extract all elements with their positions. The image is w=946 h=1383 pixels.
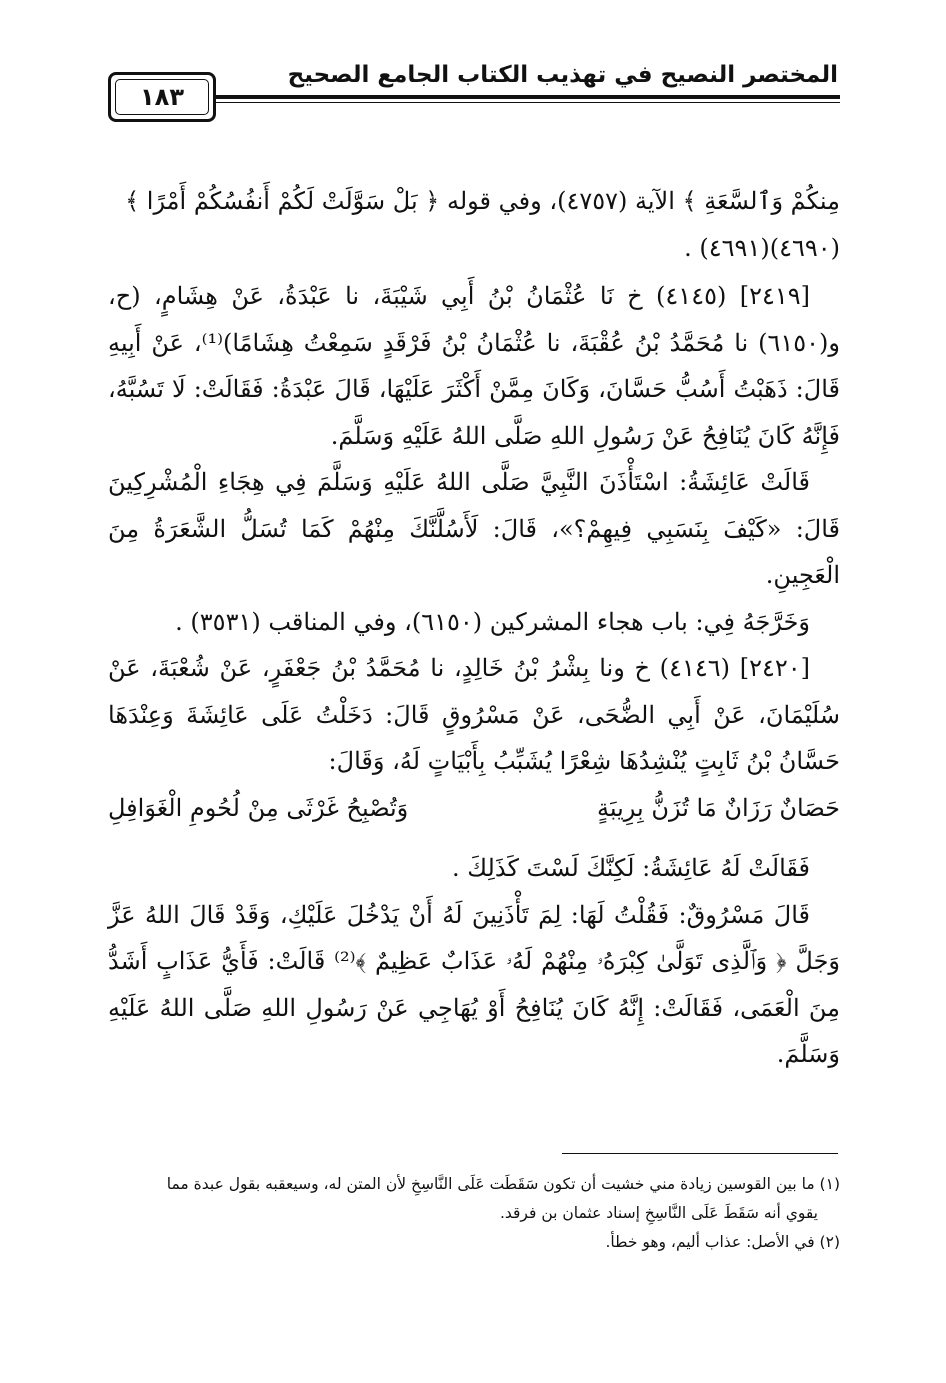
masruq-paragraph: قَالَ مَسْرُوقٌ: فَقُلْتُ لَهَا: لِمَ تَأْذَنِينَ لَهُ أَنْ يَدْخُلَ عَلَيْكِ، وَقَدْ قَالَ اللهُ عَزَّ وَجَلَّ ﴿ وَٱلَّذِى تَوَلَّىٰ كِبْرَهُۥ مِنْهُمْ لَهُۥ عَذَابٌ عَظِيمٌ ﴾⁽²⁾ قَالَتْ: فَأَيُّ عَذَابٍ أَشَدُّ مِنَ الْعَمَى، فَقَالَتْ: إِنَّهُ كَانَ يُنَافِحُ أَوْ يُهَاجِي عَنْ رَسُولِ اللهِ صَلَّى اللهُ عَلَيْهِ وَسَلَّمَ. xyxy=(108,900,841,1068)
poem-second-hemistich: وَتُصْبِحُ غَرْثَى مِنْ لُحُومِ الْغَوَافِلِ xyxy=(108,793,409,822)
hadith-2420: [٢٤٢٠] (٤١٤٦) خ ونا بِشْرُ بْنُ خَالِدٍ، نا مُحَمَّدُ بْنُ جَعْفَرٍ، عَنْ شُعْبَةَ، عَنْ سُلَيْمَانَ، عَنْ أَبِي الضُّحَى، عَنْ مَسْرُوقٍ قَالَ: دَخَلْتُ عَلَى عَائِشَةَ وَعِنْدَهَا حَسَّانُ بْنُ ثَابِتٍ يُنْشِدُهَا شِعْرًا يُشَبِّبُ بِأَبْيَاتٍ لَهُ، وَقَالَ: xyxy=(108,654,840,775)
verse-reference-numbers: (٤٦٩٠)(٤٦٩١) . xyxy=(684,233,840,262)
verse-reference-line: مِنكُمْ وَٱلسَّعَةِ ﴾ الآية (٤٧٥٧)، وفي قوله ﴿ بَلْ سَوَّلَتْ لَكُمْ أَنفُسُكُمْ أَمْرًا ﴾ xyxy=(125,187,840,215)
footnote-2: (٢) في الأصل: عذاب أليم، وهو خطأ. xyxy=(605,1233,840,1251)
kharraja-paragraph: وَخَرَّجَهُ فِي: باب هجاء المشركين (٦١٥٠)، وفي المناقب (٣٥٣١) . xyxy=(175,607,810,636)
running-header-title: المختصر النصيح في تهذيب الكتاب الجامع الصحيح xyxy=(287,62,838,88)
footnotes xyxy=(108,1170,840,1257)
aisha-reply: فَقَالَتْ لَهُ عَائِشَةُ: لَكِنَّكَ لَسْتَ كَذَلِكَ . xyxy=(452,854,810,882)
poem-first-hemistich: حَصَانٌ رَزَانٌ مَا تُزَنُّ بِرِيبَةٍ xyxy=(597,793,840,822)
main-text xyxy=(108,178,840,1078)
hadith-2419: [٢٤١٩] (٤١٤٥) خ نَا عُثْمَانُ بْنُ أَبِي شَيْبَةَ، نا عَبْدَةُ، عَنْ هِشَامٍ، (ح، و(٦١٥٠) نا مُحَمَّدُ بْنُ عُقْبَةَ، نا عُثْمَانُ بْنُ فَرْقَدٍ سَمِعْتُ هِشَامًا)⁽¹⁾، عَنْ أَبِيهِ قَالَ: ذَهَبْتُ أَسُبُّ حَسَّانَ، وَكَانَ مِمَّنْ أَكْثَرَ عَلَيْهَا، قَالَ عَبْدَةُ: فَقَالَتْ: لَا تَسُبَّهُ، فَإِنَّهُ كَانَ يُنَافِحُ عَنْ رَسُولِ اللهِ صَلَّى اللهُ عَلَيْهِ وَسَلَّمَ. xyxy=(108,282,840,450)
page-number: ١٨٣ xyxy=(115,79,209,115)
page-number-box xyxy=(108,72,216,122)
footnote-1-continued: يقوي أنه سَقَطَ عَلَى النَّاسِخِ إسناد عثمان بن فرقد. xyxy=(499,1204,818,1222)
footnote-1: (١) ما بين القوسين زيادة مني خشيت أن تكون سَقَطَت عَلَى النَّاسِخِ لأن المتن له، وسيعقبه بقول عبدة مما xyxy=(166,1175,840,1193)
footnote-separator xyxy=(562,1153,838,1154)
aisha-paragraph: قَالَتْ عَائِشَةُ: اسْتَأْذَنَ النَّبِيَّ صَلَّى اللهُ عَلَيْهِ وَسَلَّمَ فِي هِجَاءِ الْمُشْرِكِينَ قَالَ: «كَيْفَ بِنَسَبِي فِيهِمْ؟»، قَالَ: لَأَسُلَّنَّكَ مِنْهُمْ كَمَا تُسَلُّ الشَّعَرَةُ مِنَ الْعَجِينِ. xyxy=(108,468,840,589)
header-rule xyxy=(214,95,840,99)
poem-verse xyxy=(108,785,840,832)
header-rule-thin xyxy=(214,102,840,103)
